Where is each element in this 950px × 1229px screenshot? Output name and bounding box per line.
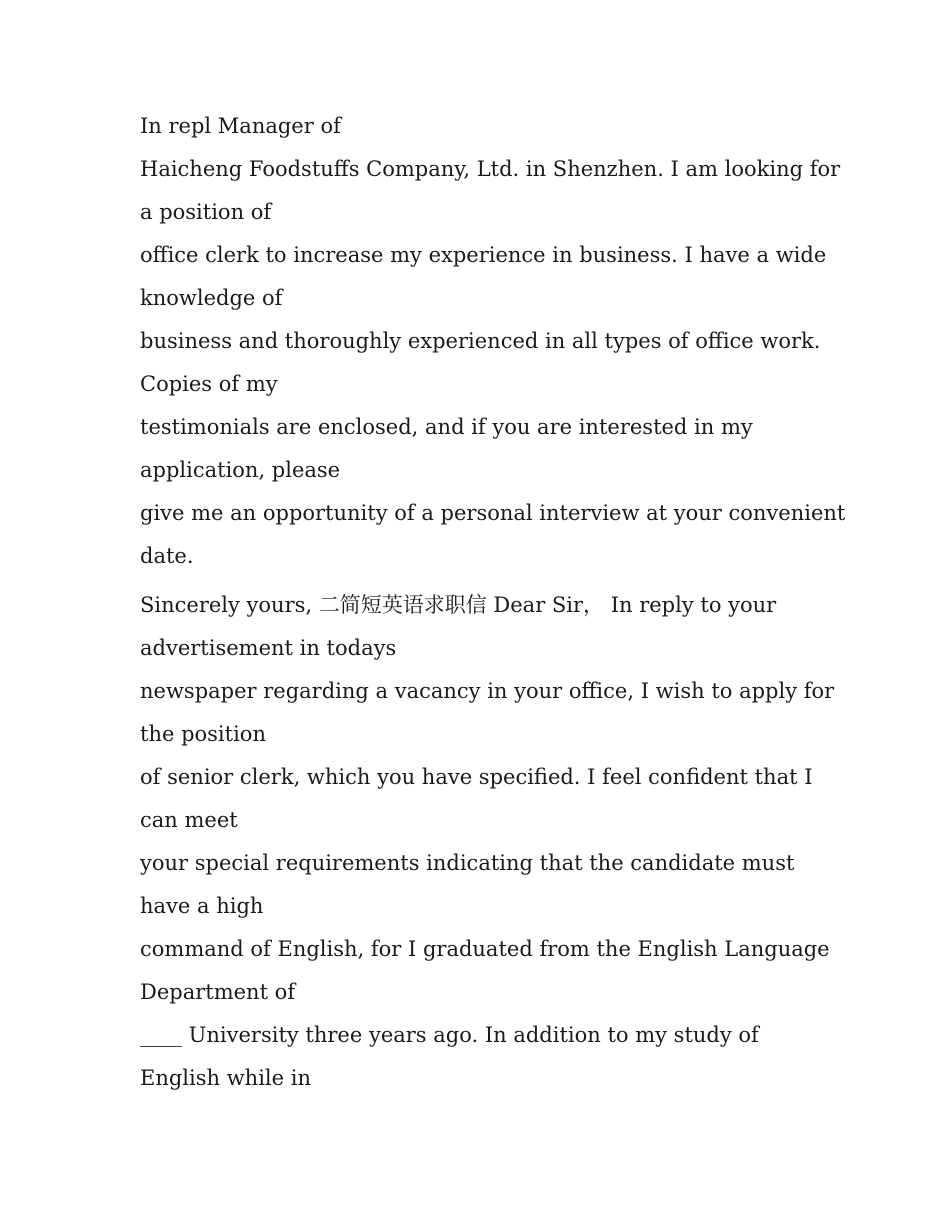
text-line: can meet bbox=[140, 808, 238, 832]
text-line: date. bbox=[140, 544, 194, 568]
text-line: testimonials are enclosed, and if you are interested in my bbox=[140, 415, 753, 439]
letter-body bbox=[140, 105, 846, 1100]
text-line: Department of bbox=[140, 980, 296, 1004]
text-line: the position bbox=[140, 722, 266, 746]
text-line: a position of bbox=[140, 200, 272, 224]
text-line: application, please bbox=[140, 458, 341, 482]
text-line: Haicheng Foodstuffs Company, Ltd. in Shenzhen. I am looking for bbox=[140, 157, 841, 181]
text-line: ____ University three years ago. In addition to my study of bbox=[140, 1023, 759, 1047]
text-line: your special requirements indicating that the candidate must bbox=[140, 851, 795, 875]
text-line: English while in bbox=[140, 1066, 311, 1090]
text-line: of senior clerk, which you have specified. I feel confident that I bbox=[140, 765, 813, 789]
text-line: command of English, for I graduated from the English Language bbox=[140, 937, 830, 961]
text-line: Sincerely yours, 二简短英语求职信 Dear Sir， In reply to your bbox=[140, 593, 777, 617]
text-line: newspaper regarding a vacancy in your office, I wish to apply for bbox=[140, 679, 835, 703]
text-line: office clerk to increase my experience in business. I have a wide bbox=[140, 243, 827, 267]
text-line: Copies of my bbox=[140, 372, 278, 396]
text-line: advertisement in todays bbox=[140, 636, 397, 660]
text-line: have a high bbox=[140, 894, 264, 918]
text-line: give me an opportunity of a personal interview at your convenient bbox=[140, 501, 846, 525]
text-line: business and thoroughly experienced in all types of office work. bbox=[140, 329, 821, 353]
text-line: In repl Manager of bbox=[140, 114, 341, 138]
text-line: knowledge of bbox=[140, 286, 283, 310]
